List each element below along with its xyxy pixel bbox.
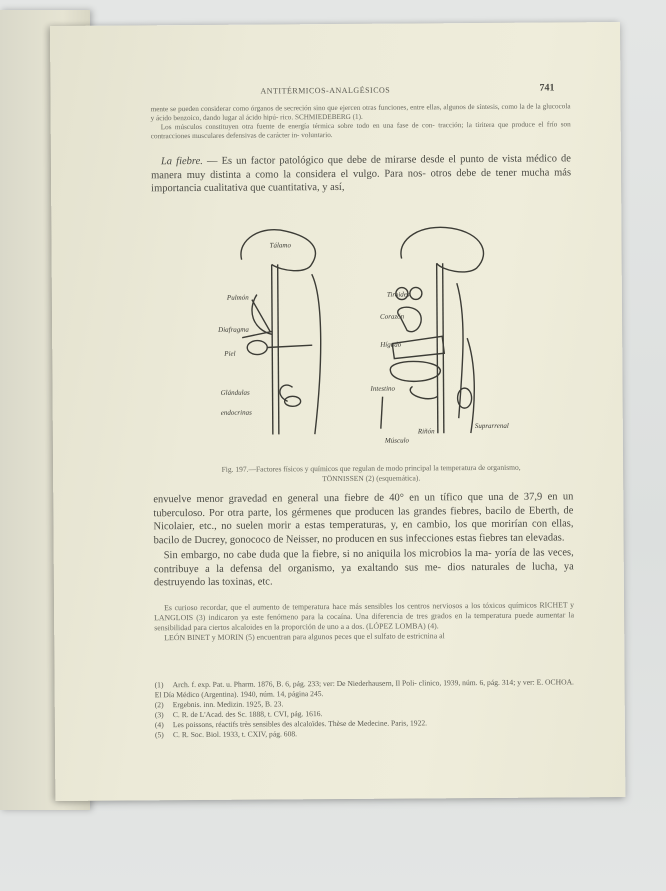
footnotes [155,677,575,740]
label-musculo: Músculo [384,436,410,445]
nerve-curve-left [312,274,322,434]
diagram-figure [211,218,533,450]
footnote: (4) Les poissons, réactifs très sensibles des alcaloïdes. Thèse de Medecine. Paris, 1922. [154,718,428,730]
figure-caption [171,462,571,485]
running-header: ANTITÉRMICOS-ANALGÉSICOS [260,85,391,96]
caption-line: TÖNNISSEN (2) (esquemática). [322,473,421,484]
paragraph-envuelve [153,490,574,589]
label-rinon: Riñón [417,427,435,436]
intro-small-text [151,102,571,141]
paragraph-text: — Es un factor patológico que debe de mirarse desde el punto de vista médico de manera muy distinta a como la considera el vulgo. Para nos- otros debe de tener mucha más importancia cualitativa que cuantitativa, y así, [151,153,572,195]
small-paragraph: Los músculos constituyen otra fuente de energía térmica sobre todo en una fase de con- tracción; la tiritera que produce el frío son contracciones musculares defensivas de carácter in- voluntario. [150,120,571,141]
body-paragraph: Sin embargo, no cabe duda que la fiebre, si no aniquila los microbios la ma- yoría de las veces, contribuye a la defensa del organismo, ya exaltando sus me- dios naturales de lucha, ya destruyendo las toxinas, etc. [153,547,574,589]
footnote: (3) C. R. de L'Acad. des Sc. 1888, t. CVI, pág. 1616. [154,709,323,720]
anatomical-diagram [211,218,533,450]
small-curioso [154,600,574,643]
label-corazon: Corazón [380,312,405,321]
lung-shade [252,299,270,331]
skin-connection [267,345,312,347]
nerve-curve-right [467,338,474,433]
label-glandulas: Glándulas [220,388,250,397]
skin-organ [247,340,267,354]
intestine-lower [410,386,437,399]
caption-line: Fig. 197.—Factores físicos y químicos que regulan de modo principal la temperatura de organismo, [221,462,521,474]
label-pulmon: Pulmón [226,293,249,302]
label-endocrinas: endocrinas [220,408,252,417]
footnote: (1) Arch. f. exp. Pat. u. Pharm. 1876, B. 6, pág. 233; ver: De Niederhausern, Il Poli- clinico, 1939, núm. 6, pág. 314; y ver: E. OCHOA. El Día Médico (Argentina). 1940, núm. 14, página 245. [154,677,574,700]
body-paragraph: envuelve menor gravedad en general una fiebre de 40° en un tífico que una de 37,9 en un tuberculoso. Por otra parte, los gérmenes que producen las grandes fiebres, bacilo de Eberth, de Nicolaier, etc., no suelen morir a estas temperaturas, y, en cambio, los que morirían con ellas, bacilo de Ducrey, gonococo de Neisser, no producen en sus infecciones estas fiebres tan elevadas. [153,491,574,546]
spinal-cord-left [272,264,273,434]
small-paragraph: Es curioso recordar, que el aumento de temperatura hace más sensibles los centros nerviosos a los tóxicos químicos RICHET y LANGLOIS (3) indicaron ya este fenómeno para la cocaína. Una diferencia de tres grados en la temperatura puede aumentar la sensibilidad para ciertos alcaloides en la proporción de uno a a dos. (LÓPEZ LOMBA) (4). [154,600,575,633]
paragraph-term: La fiebre. [160,155,203,168]
label-intestino: Intestino [370,384,396,393]
thyroid-right [410,287,422,299]
page-number: 741 [539,82,555,94]
muscle [381,397,383,429]
footnote: (5) C. R. Soc. Biol. 1933, t. CXIV, pág. 608. [154,729,298,740]
label-talamo: Tálamo [269,241,291,250]
label-higado: Hígado [380,340,402,349]
small-paragraph: LEÓN BINET y MORIN (5) encuentran para algunos peces que el sulfato de estricnina al [164,631,445,643]
spinal-cord-right [437,263,438,433]
label-piel: Piel [224,349,236,358]
spinal-cord-left-2 [278,264,279,434]
small-paragraph: mente se pueden considerar como órganos de secreción sino que ejercen otras funciones, entre ellas, algunos de síntesis, como la de la glucocola y ácido benzoico, dando lugar al ácido hipú- rico. SCHMIEDEBERG (1). [150,102,571,123]
book-page [50,22,625,801]
footnote: (2) Ergebnis. inn. Medizin. 1925, B. 23. [154,699,284,710]
paragraph-fiebre [151,152,571,195]
label-diafragma: Diafragma [218,325,249,334]
label-suprarrenal: Suprarrenal [474,421,509,431]
intestine [390,361,440,381]
label-tiroides: Tiroides [386,290,410,299]
